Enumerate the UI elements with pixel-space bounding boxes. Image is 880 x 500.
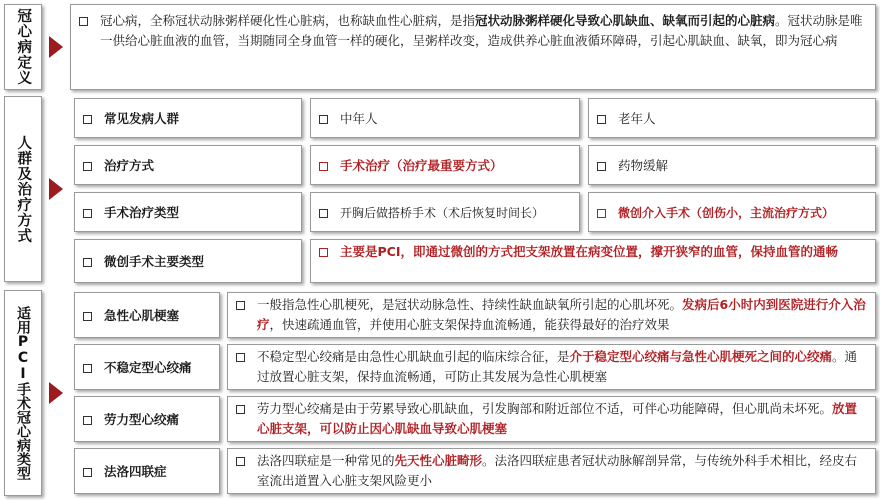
checkbox-bullet-icon [83,258,92,267]
arrow-icon [49,178,63,200]
arrow-icon [49,382,63,404]
checkbox-bullet-icon [83,468,92,477]
checkbox-bullet-icon [597,209,606,218]
checkbox-bullet-icon [597,115,606,124]
row-header-tetralogy: 法洛四联症 [74,448,220,494]
checkbox-bullet-icon [83,364,92,373]
cell-middle-aged: 中年人 [310,98,580,138]
checkbox-bullet-icon [236,353,245,362]
definition-box [70,4,876,90]
cell-tetralogy-desc: 法洛四联症是一种常见的先天性心脏畸形。法洛四联症患者冠状动脉解剖异常，与传统外科手术相比，经皮右室流出道置入心脏支架风险更小 [227,448,876,494]
checkbox-bullet-icon [319,162,328,171]
cell-elderly: 老年人 [588,98,876,138]
cell-medication: 药物缓解 [588,145,876,185]
checkbox-bullet-icon [597,162,606,171]
checkbox-bullet-icon [83,115,92,124]
row-header-minimally-invasive-type: 微创手术主要类型 [74,239,302,283]
checkbox-bullet-icon [236,301,245,310]
cell-minimally-invasive: 微创介入手术（创伤小，主流治疗方式） [588,192,876,232]
checkbox-bullet-icon [83,312,92,321]
section-label-definition: 冠心病定义 [4,4,42,90]
checkbox-bullet-icon [83,416,92,425]
checkbox-bullet-icon [236,405,245,414]
cell-bypass: 开胸后做搭桥手术（术后恢复时间长） [310,192,580,232]
arrow-icon [49,36,63,58]
cell-pci-description: 主要是PCI，即通过微创的方式把支架放置在病变位置，撑开狭窄的血管，保持血管的通畅 [310,239,876,283]
row-header-treatment: 治疗方式 [74,145,302,185]
checkbox-bullet-icon [83,162,92,171]
cell-exertional-angina-desc: 劳力型心绞痛是由于劳累导致心肌缺血，引发胸部和附近部位不适，可伴心功能障碍，但心肌尚未坏死。放置心脏支架，可以防止因心肌缺血导致心肌梗塞 [227,396,876,442]
checkbox-bullet-icon [83,209,92,218]
checkbox-bullet-icon [319,209,328,218]
row-header-acute-mi: 急性心肌梗塞 [74,292,220,338]
cell-unstable-angina-desc: 不稳定型心绞痛是由急性心肌缺血引起的临床综合征，是介于稳定型心绞痛与急性心肌梗死之间的心绞痛。通过放置心脏支架，保持血流畅通，可防止其发展为急性心肌梗塞 [227,344,876,390]
definition-text: 冠心病，全称冠状动脉粥样硬化性心脏病，也称缺血性心脏病，是指冠状动脉粥样硬化导致心肌缺血、缺氧而引起的心脏病。冠状动脉是唯一供给心脏血液的血管，当期随同全身血管一样的硬化，呈粥样改变，造成供养心脏血液循环障碍，引起心肌缺血、缺氧，即为冠心病 [100,13,863,48]
checkbox-bullet-icon [236,457,245,466]
row-header-exertional-angina: 劳力型心绞痛 [74,396,220,442]
cell-acute-mi-desc: 一般指急性心肌梗死，是冠状动脉急性、持续性缺血缺氧所引起的心肌坏死。发病后6小时内到医院进行介入治疗，快速疏通血管，并使用心脏支架保持血流畅通，能获得最好的治疗效果 [227,292,876,338]
checkbox-bullet-icon [319,248,328,257]
row-header-population: 常见发病人群 [74,98,302,138]
section-label-pci-types: 适用PCI手术冠心病类型 [4,290,42,496]
checkbox-bullet-icon [319,115,328,124]
section-label-population: 人群及治疗方式 [4,96,42,282]
row-header-surgery-type: 手术治疗类型 [74,192,302,232]
checkbox-bullet-icon [79,17,88,26]
row-header-unstable-angina: 不稳定型心绞痛 [74,344,220,390]
cell-surgery: 手术治疗（治疗最重要方式） [310,145,580,185]
